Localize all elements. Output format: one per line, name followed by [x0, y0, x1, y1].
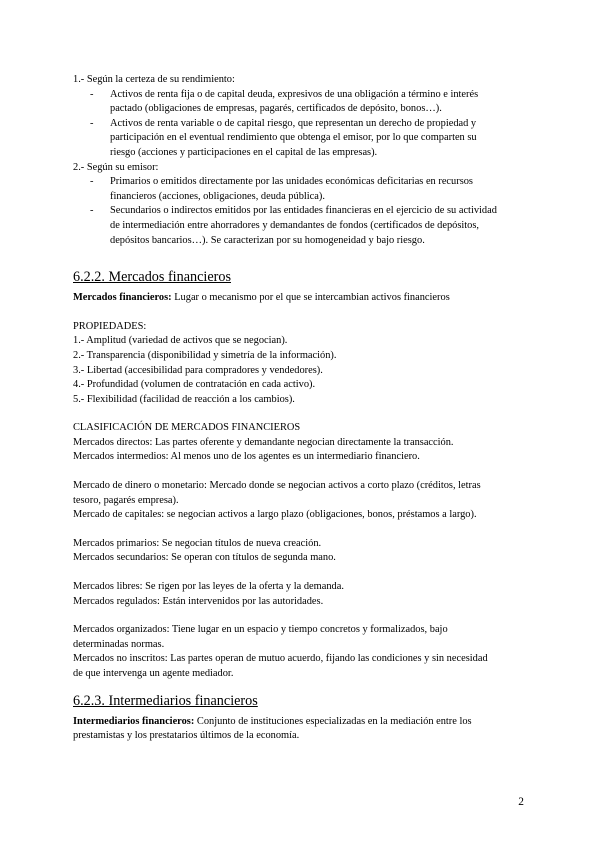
page-number: 2: [518, 796, 524, 808]
definition: [73, 715, 529, 730]
dash-bullet-icon: -: [90, 205, 94, 217]
text-line: Mercados organizados: Tiene lugar en un espacio y tiempo concretos y formalizados, bajo: [73, 624, 448, 636]
text-line: Activos de renta variable o de capital riesgo, que representan un derecho de propiedad y: [110, 117, 477, 129]
definition-text: Conjunto de instituciones especializadas en la mediación entre los: [194, 715, 472, 727]
text-line: determinadas normas.: [73, 638, 165, 650]
text-line: Mercados primarios: Se negocian títulos de nueva creación.: [73, 537, 322, 549]
text-line: participación en el eventual rendimiento que obtenga el emisor, por lo que comparten su: [110, 132, 477, 144]
text-line: Mercados directos: Las partes oferente y demandante negocian directamente la transacción.: [73, 436, 454, 448]
text-line: prestamistas y los prestatarios últimos de la economía.: [73, 730, 300, 742]
property-item: 5.- Flexibilidad (facilidad de reacción a los cambios).: [73, 393, 295, 405]
document-page: [73, 73, 529, 744]
property-item: 2.- Transparencia (disponibilidad y simetría de la información).: [73, 349, 337, 361]
text-line: Mercados secundarios: Se operan con títulos de segunda mano.: [73, 552, 336, 564]
text-line: depósitos bancarios…). Se caracterizan por su homogeneidad y bajo riesgo.: [110, 234, 425, 246]
properties-title: PROPIEDADES:: [73, 320, 147, 332]
definition-text: Lugar o mecanismo por el que se intercambian activos financieros: [171, 292, 450, 304]
text-line: pactado (obligaciones de empresas, pagarés, certificados de depósito, bonos…).: [110, 103, 442, 115]
bullet-item: [73, 117, 529, 161]
bullet-item: [73, 88, 529, 117]
definition: [73, 291, 529, 306]
bullet-item: [73, 204, 529, 248]
text-line: Primarios o emitidos directamente por las unidades económicas deficitarias en recursos: [110, 176, 473, 188]
list-item-heading: 2.- Según su emisor:: [73, 161, 159, 173]
text-line: financieros (acciones, obligaciones, deuda pública).: [110, 190, 325, 202]
classification-title: CLASIFICACIÓN DE MERCADOS FINANCIEROS: [73, 422, 301, 434]
definition-term: Intermediarios financieros:: [73, 715, 195, 727]
text-line: Mercado de dinero o monetario: Mercado donde se negocian activos a corto plazo (créditos, letras: [73, 480, 481, 492]
text-line: Mercados libres: Se rigen por las leyes de la oferta y la demanda.: [73, 581, 344, 593]
property-item: 4.- Profundidad (volumen de contratación en cada activo).: [73, 379, 316, 391]
text-line: Secundarios o indirectos emitidos por las entidades financieras en el ejercicio de su actividad: [110, 205, 497, 217]
dash-bullet-icon: -: [90, 176, 94, 188]
list-item-heading: 1.- Según la certeza de su rendimiento:: [73, 74, 235, 85]
text-line: Activos de renta fija o de capital deuda, expresivos de una obligación a término e interés: [110, 88, 479, 100]
dash-bullet-icon: -: [90, 88, 94, 100]
text-line: Mercados intermedios: Al menos uno de los agentes es un intermediario financiero.: [73, 451, 420, 463]
text-line: Mercados no inscritos: Las partes operan de mutuo acuerdo, fijando las condiciones y sin necesidad: [73, 653, 488, 665]
text-line: Mercado de capitales: se negocian activos a largo plazo (obligaciones, bonos, préstamos a largo).: [73, 509, 477, 521]
section-heading: 6.2.3. Intermediarios financieros: [73, 692, 258, 709]
text-line: de que intervenga un agente mediador.: [73, 668, 234, 679]
section-heading: 6.2.2. Mercados financieros: [73, 269, 231, 286]
text-line: tesoro, pagarés empresa).: [73, 494, 179, 506]
bullet-item: [73, 175, 529, 204]
property-item: 1.- Amplitud (variedad de activos que se negocian).: [73, 335, 288, 347]
dash-bullet-icon: -: [90, 117, 94, 129]
property-item: 3.- Libertad (accesibilidad para compradores y vendedores).: [73, 364, 323, 376]
text-line: de intermediación entre ahorradores y demandantes de fondos (certificados de depósitos,: [110, 219, 480, 231]
definition-term: Mercados financieros:: [73, 292, 172, 304]
text-line: riesgo (acciones y participaciones en el capital de las empresas).: [110, 146, 378, 158]
text-line: Mercados regulados: Están intervenidos por las autoridades.: [73, 595, 324, 607]
